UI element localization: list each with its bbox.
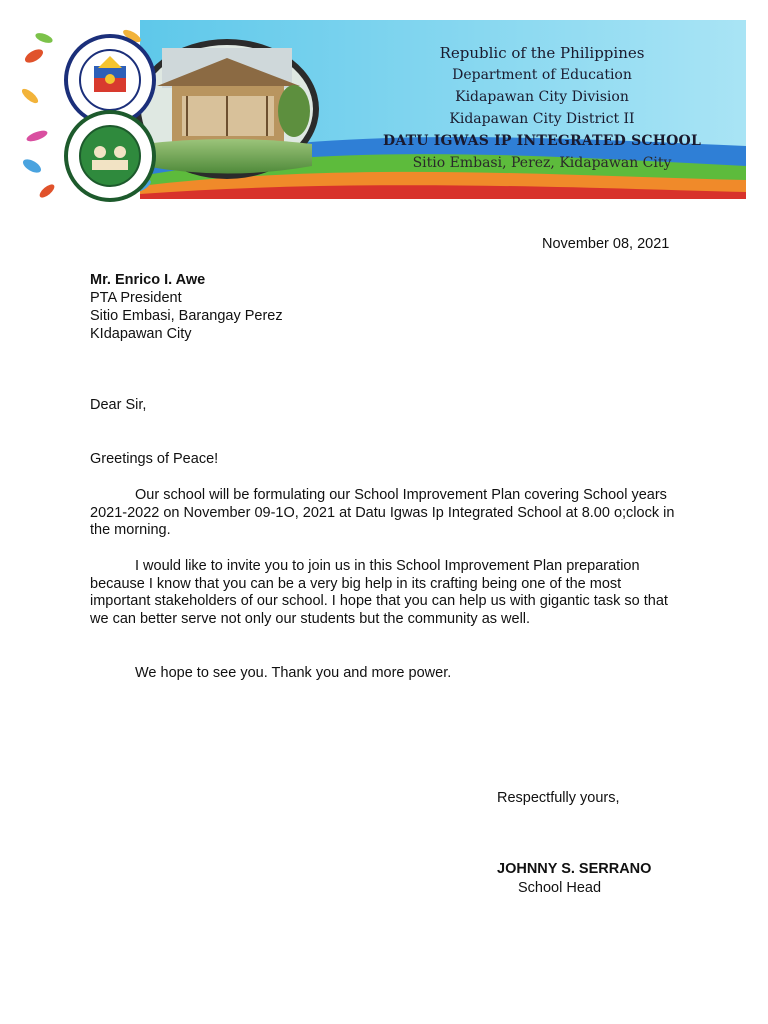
recipient-title: PTA President xyxy=(90,290,182,306)
letterhead-school-name: DATU IGWAS IP INTEGRATED SCHOOL xyxy=(382,133,701,149)
recipient-address-line2: KIdapawan City xyxy=(90,326,192,342)
school-photo xyxy=(135,39,319,179)
letterhead-republic: Republic of the Philippines xyxy=(439,44,645,62)
recipient-name: Mr. Enrico I. Awe xyxy=(90,272,206,288)
body-paragraph-1 xyxy=(90,487,680,540)
body-paragraph-3 xyxy=(90,665,680,683)
letterhead-banner xyxy=(22,16,746,206)
signatory-name: JOHNNY S. SERRANO xyxy=(497,861,652,877)
body-paragraph-2 xyxy=(90,558,680,628)
body-paragraph-3-text: We hope to see you. Thank you and more power. xyxy=(135,665,452,681)
body-paragraph-2-text: I would like to invite you to join us in this School Improvement Plan preparation because I know that you can be a very big help in its crafting being one of the most important stakeholders of our school. I hope that you can help us with gigantic task so that we can better serve not only our students but the community as well. xyxy=(90,558,668,627)
signatory-position: School Head xyxy=(518,880,602,896)
letterhead-text xyxy=(362,42,722,174)
recipient-address-line1: Sitio Embasi, Barangay Perez xyxy=(90,308,283,324)
letter-date: November 08, 2021 xyxy=(542,236,670,252)
division-seal xyxy=(66,112,154,200)
greeting: Greetings of Peace! xyxy=(90,451,219,467)
letterhead-department: Department of Education xyxy=(452,67,632,83)
body-paragraph-1-text: Our school will be formulating our School Improvement Plan covering School years 2021-2022 on November 09-1O, 2021 at Datu Igwas Ip Integrated School at 8.00 o;clock in the morning. xyxy=(90,487,675,538)
letterhead-school-address: Sitio Embasi, Perez, Kidapawan City xyxy=(412,155,672,171)
letterhead-division: Kidapawan City Division xyxy=(455,89,629,105)
salutation: Dear Sir, xyxy=(90,397,147,413)
complimentary-close: Respectfully yours, xyxy=(497,790,620,806)
letterhead-district: Kidapawan City District II xyxy=(449,111,635,127)
